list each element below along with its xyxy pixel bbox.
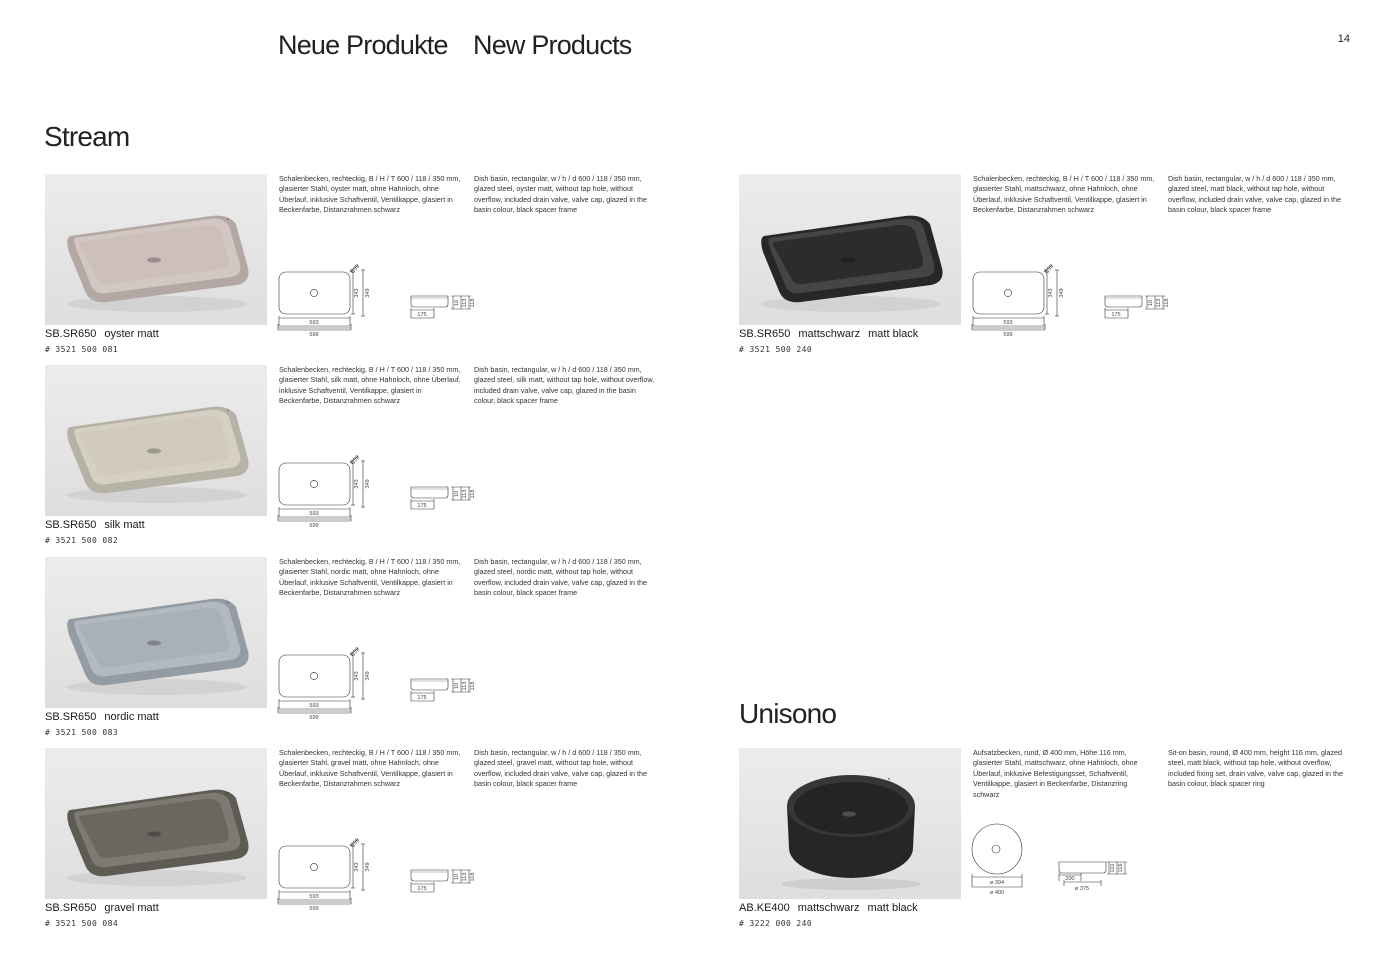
article-number: # 3521 500 081 (45, 345, 119, 354)
technical-drawing (277, 836, 497, 916)
product-finish-en: matt black (867, 902, 918, 914)
dimension-drawing (277, 836, 497, 916)
description-de: Aufsatzbecken, rund, Ø 400 mm, Höhe 116 mm, glasierter Stahl, mattschwarz, ohne Hahnloch, ohne Überlauf, inklusive Befestigungsset, Schaftventil, Ventilkappe, glasiert in Beckenfarbe, Distanzring schwarz (973, 748, 1138, 799)
dimension-label: R59 (349, 646, 362, 659)
dimension-label: 10 (454, 490, 460, 498)
dimension-label: 116 (1118, 863, 1124, 873)
product-name (45, 328, 175, 340)
dimension-label: 118 (470, 681, 476, 691)
product-card (739, 174, 1379, 359)
product-name (45, 519, 161, 531)
page-number: 14 (1337, 33, 1350, 45)
product-photo (45, 557, 267, 708)
technical-drawing (277, 262, 497, 342)
dimension-drawing (277, 262, 497, 342)
technical-drawing (971, 836, 1191, 916)
dimension-label: 593 (309, 511, 319, 517)
dimension-label: ø 375 (1074, 886, 1090, 892)
dimension-label: 10 (454, 873, 460, 881)
basin-photo-graphic (45, 365, 267, 516)
product-card (45, 557, 685, 742)
dimension-label: 349 (365, 671, 371, 681)
dimension-label: 599 (1003, 332, 1013, 338)
dimension-label: 101 (1110, 863, 1116, 873)
basin-photo-graphic (45, 174, 267, 325)
article-number: # 3521 500 082 (45, 536, 119, 545)
dimension-drawing (971, 262, 1191, 342)
dimension-drawing (277, 453, 497, 533)
description-en: Dish basin, rectangular, w / h / d 600 / 118 / 350 mm, glazed steel, gravel matt, without tap hole, without overflow, included drain valve, valve cap, glazed in the basin colour, black spacer frame (474, 748, 648, 789)
description-en: Dish basin, rectangular, w / h / d 600 / 118 / 350 mm, glazed steel, nordic matt, without tap hole, without overflow, included drain valve, valve cap, glazed in the basin colour, black spacer frame (474, 557, 648, 598)
product-finish-de: gravel matt (104, 902, 159, 914)
dimension-label: R59 (349, 454, 362, 467)
description-de: Schalenbecken, rechteckig, B / H / T 600 / 118 / 350 mm, glasierter Stahl, mattschwarz, ohne Hahnloch, ohne Überlauf, inklusive Schaftventil, Ventilkappe, glasiert in Beckenfarbe, Distanzrahmen schwarz (973, 174, 1155, 215)
dimension-label: 343 (354, 288, 360, 298)
product-name (739, 328, 926, 340)
description-en: Dish basin, rectangular, w / h / d 600 / 118 / 350 mm, glazed steel, silk matt, without tap hole, without overflow, included drain valve, valve cap, glazed in the basin colour, black spacer frame (474, 365, 655, 406)
basin-photo-graphic (739, 174, 961, 325)
description-en: Sit-on basin, round, Ø 400 mm, height 116 mm, glazed steel, matt black, without tap hole, without overflow, included fixing set, drain valve, valve cap, glazed in the basin colour, black spacer ring (1168, 748, 1343, 789)
dimension-label: 175 (417, 886, 427, 892)
dimension-label: 118 (1164, 298, 1170, 308)
dimension-label: 175 (1111, 312, 1121, 318)
product-finish-de: mattschwarz (797, 902, 860, 914)
product-photo (739, 174, 961, 325)
dimension-label: 113 (462, 489, 468, 499)
dimension-label: ø 400 (989, 890, 1005, 896)
dimension-drawing (277, 645, 497, 725)
product-code: AB.KE400 (739, 902, 790, 914)
dimension-label: 349 (365, 288, 371, 298)
product-finish-de: mattschwarz (798, 328, 861, 340)
product-photo (45, 748, 267, 899)
product-code: SB.SR650 (45, 711, 97, 723)
dimension-label: 343 (354, 862, 360, 872)
dimension-label: 200 (1065, 876, 1075, 882)
product-card (45, 174, 685, 359)
dimension-label: 175 (417, 695, 427, 701)
header-title-en: New Products (473, 30, 632, 60)
product-photo (739, 748, 961, 899)
article-number: # 3521 500 084 (45, 919, 119, 928)
article-number: # 3521 500 240 (739, 345, 813, 354)
dimension-label: 113 (462, 298, 468, 308)
dimension-label: R59 (349, 837, 362, 850)
product-finish-de: silk matt (104, 519, 145, 531)
product-code: SB.SR650 (45, 902, 97, 914)
description-de: Schalenbecken, rechteckig, B / H / T 600 / 118 / 350 mm, glasierter Stahl, oyster matt, ohne Hahnloch, ohne Überlauf, inklusive Schaftventil, Ventilkappe, glasiert in Beckenfarbe, Distanzrahmen schwarz (279, 174, 461, 215)
product-code: SB.SR650 (45, 328, 97, 340)
dimension-label: 175 (417, 312, 427, 318)
dimension-label: 599 (309, 523, 319, 529)
technical-drawing (277, 453, 497, 533)
dimension-label: 593 (1003, 320, 1013, 326)
product-code: SB.SR650 (739, 328, 791, 340)
dimension-label: 599 (309, 332, 319, 338)
product-photo (45, 365, 267, 516)
dimension-label: 343 (354, 671, 360, 681)
dimension-drawing (971, 836, 1191, 916)
dimension-label: R59 (1043, 263, 1056, 276)
description-en: Dish basin, rectangular, w / h / d 600 / 118 / 350 mm, glazed steel, matt black, without tap hole, without overflow, included drain valve, valve cap, glazed in the basin colour, black spacer frame (1168, 174, 1342, 215)
product-finish-de: nordic matt (104, 711, 159, 723)
dimension-label: 175 (417, 503, 427, 509)
description-de: Schalenbecken, rechteckig, B / H / T 600 / 118 / 350 mm, glasierter Stahl, nordic matt, ohne Hahnloch, ohne Überlauf, inklusive Schaftventil, Ventilkappe, glasiert in Beckenfarbe, Distanzrahmen schwarz (279, 557, 461, 598)
dimension-label: 10 (1148, 299, 1154, 307)
dimension-label: 343 (1048, 288, 1054, 298)
description-de: Schalenbecken, rechteckig, B / H / T 600 / 118 / 350 mm, glasierter Stahl, gravel matt, ohne Hahnloch, ohne Überlauf, inklusive Schaftventil, Ventilkappe, glasiert in Beckenfarbe, Distanzrahmen schwarz (279, 748, 461, 789)
article-number: # 3521 500 083 (45, 728, 119, 737)
dimension-label: 349 (365, 479, 371, 489)
dimension-label: 349 (1059, 288, 1065, 298)
product-card (45, 748, 685, 933)
dimension-label: 593 (309, 320, 319, 326)
basin-photo-graphic (45, 557, 267, 708)
product-card (739, 748, 1379, 933)
dimension-label: 349 (365, 862, 371, 872)
basin-photo-graphic (739, 748, 961, 899)
dimension-label: 343 (354, 479, 360, 489)
dimension-label: 113 (462, 681, 468, 691)
dimension-label: 118 (470, 489, 476, 499)
product-name (739, 902, 926, 914)
technical-drawing (971, 262, 1191, 342)
product-code: SB.SR650 (45, 519, 97, 531)
dimension-label: 599 (309, 906, 319, 912)
dimension-label: 118 (470, 298, 476, 308)
product-name (45, 711, 175, 723)
dimension-label: 113 (1156, 298, 1162, 308)
description-en: Dish basin, rectangular, w / h / d 600 / 118 / 350 mm, glazed steel, oyster matt, without tap hole, without overflow, included drain valve, valve cap, glazed in the basin colour, black spacer frame (474, 174, 648, 215)
dimension-label: 10 (454, 299, 460, 307)
basin-photo-graphic (45, 748, 267, 899)
dimension-label: 593 (309, 894, 319, 900)
dimension-label: 599 (309, 715, 319, 721)
product-card (45, 365, 685, 550)
section-title-stream: Stream (44, 121, 130, 152)
section-title-unisono: Unisono (739, 698, 837, 729)
dimension-label: 593 (309, 703, 319, 709)
description-de: Schalenbecken, rechteckig, B / H / T 600 / 118 / 350 mm, glasierter Stahl, silk matt, ohne Hahnloch, ohne Überlauf, inklusive Schaftventil, Ventilkappe, glasiert in Beckenfarbe, Distanzrahmen schwarz (279, 365, 461, 406)
dimension-label: 113 (462, 872, 468, 882)
product-photo (45, 174, 267, 325)
dimension-label: 118 (470, 872, 476, 882)
technical-drawing (277, 645, 497, 725)
header-title-de: Neue Produkte (278, 30, 448, 60)
article-number: # 3222 000 240 (739, 919, 813, 928)
product-finish-de: oyster matt (104, 328, 159, 340)
dimension-label: 10 (454, 682, 460, 690)
product-finish-en: matt black (868, 328, 919, 340)
dimension-label: ø 394 (989, 880, 1005, 886)
product-name (45, 902, 175, 914)
dimension-label: R59 (349, 263, 362, 276)
